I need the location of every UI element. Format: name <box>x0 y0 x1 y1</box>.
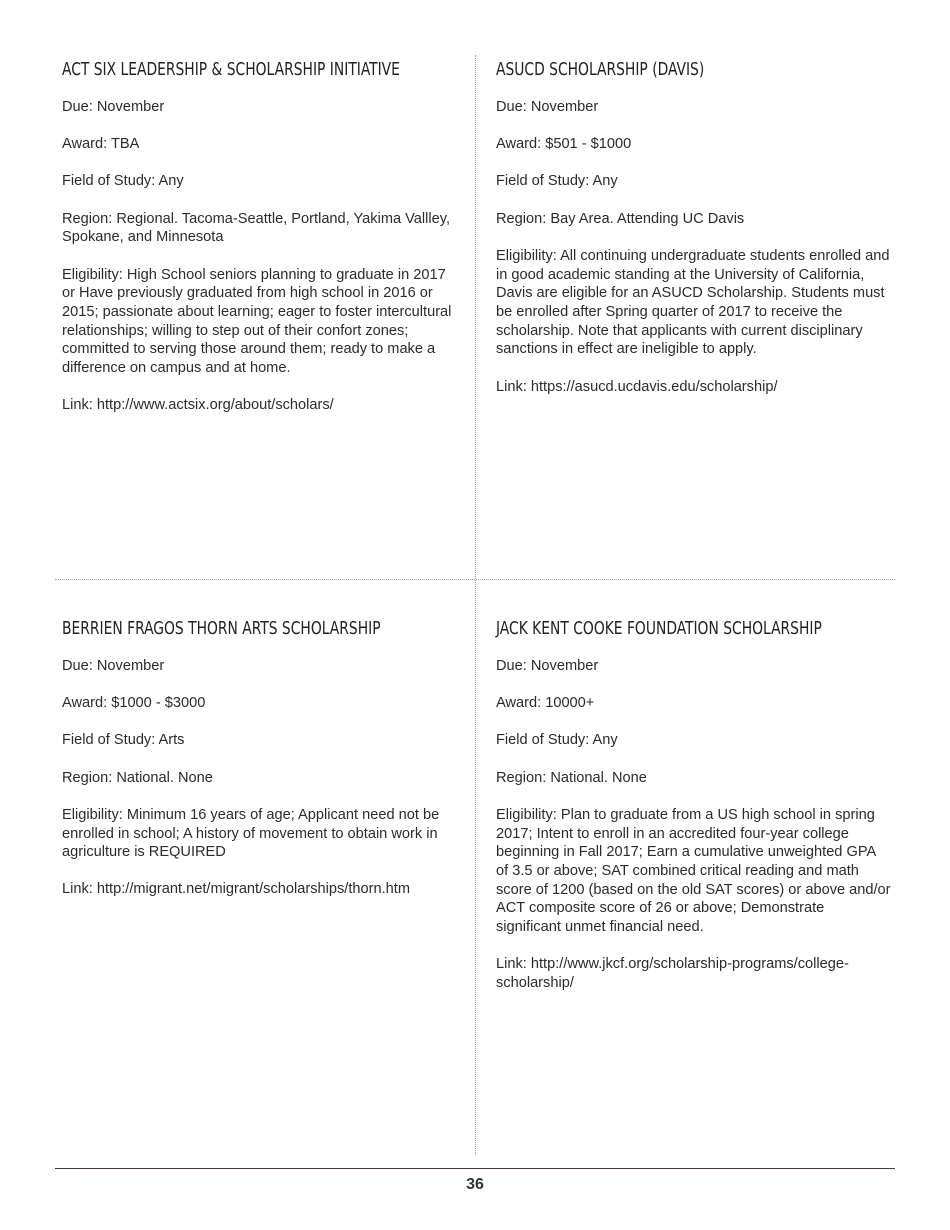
region: Region: Regional. Tacoma-Seattle, Portland, Yakima Vallley, Spokane, and Minnesota <box>62 210 451 246</box>
footer-rule <box>55 1168 895 1169</box>
scholarship-title: ASUCD SCHOLARSHIP (DAVIS) <box>496 60 705 80</box>
eligibility: Eligibility: All continuing undergraduate students enrolled and in good academic standing at the University of California, Davis are eligible for an ASUCD Scholarship. Students must be enrolled after Spring quarter of 2017 to receive the scholarship. Note that applicants with current disciplinary sanctions in effect are ineligible to apply. <box>496 247 890 358</box>
link: Link: http://www.jkcf.org/scholarship-programs/college-scholarship/ <box>496 956 849 991</box>
due-date: Due: November <box>496 658 599 674</box>
page-number: 36 <box>466 1176 484 1193</box>
horizontal-divider <box>55 579 895 580</box>
scholarship-title: JACK KENT COOKE FOUNDATION SCHOLARSHIP <box>496 619 822 639</box>
region: Region: Bay Area. Attending UC Davis <box>496 210 745 227</box>
scholarship-card <box>62 58 457 433</box>
field-of-study: Field of Study: Arts <box>62 732 185 749</box>
link: Link: http://migrant.net/migrant/scholarships/thorn.htm <box>62 881 410 898</box>
scholarship-card <box>496 58 891 415</box>
eligibility: Eligibility: Plan to graduate from a US high school in spring 2017; Intent to enroll in an accredited four-year college beginning in Fall 2017; Earn a cumulative unweighted GPA of 3.5 or above; SAT combined critical reading and math score of 1200 (based on the old SAT scores) or above and/or ACT composite score of 26 or above; Demonstrate significant unmet financial need. <box>496 806 891 936</box>
award-amount: Award: TBA <box>62 136 140 153</box>
scholarship-title: ACT SIX LEADERSHIP & SCHOLARSHIP INITIATIVE <box>62 60 400 80</box>
eligibility: Eligibility: Minimum 16 years of age; Applicant need not be enrolled in school; A history of movement to obtain work in agriculture is REQUIRED <box>62 806 440 861</box>
region: Region: National. None <box>496 769 647 786</box>
due-date: Due: November <box>62 99 165 115</box>
due-date: Due: November <box>62 658 165 674</box>
link: Link: https://asucd.ucdavis.edu/scholarship/ <box>496 378 778 395</box>
field-of-study: Field of Study: Any <box>496 732 618 749</box>
region: Region: National. None <box>62 769 213 786</box>
eligibility: Eligibility: High School seniors planning to graduate in 2017 or Have previously graduated from high school in 2016 or 2015; passionate about learning; eager to foster intercultural relationships; willing to step out of their confort zones; committed to serving those around them; ready to make a difference on campus and at home. <box>62 266 452 377</box>
link: Link: http://www.actsix.org/about/scholars/ <box>62 397 334 414</box>
award-amount: Award: $1000 - $3000 <box>62 695 206 712</box>
field-of-study: Field of Study: Any <box>62 173 184 190</box>
award-amount: Award: $501 - $1000 <box>496 136 632 153</box>
scholarship-card <box>496 617 891 1011</box>
field-of-study: Field of Study: Any <box>496 173 618 190</box>
vertical-divider <box>475 55 476 1155</box>
award-amount: Award: 10000+ <box>496 695 595 712</box>
scholarship-title: BERRIEN FRAGOS THORN ARTS SCHOLARSHIP <box>62 619 381 639</box>
due-date: Due: November <box>496 99 599 115</box>
scholarship-card <box>62 617 457 918</box>
